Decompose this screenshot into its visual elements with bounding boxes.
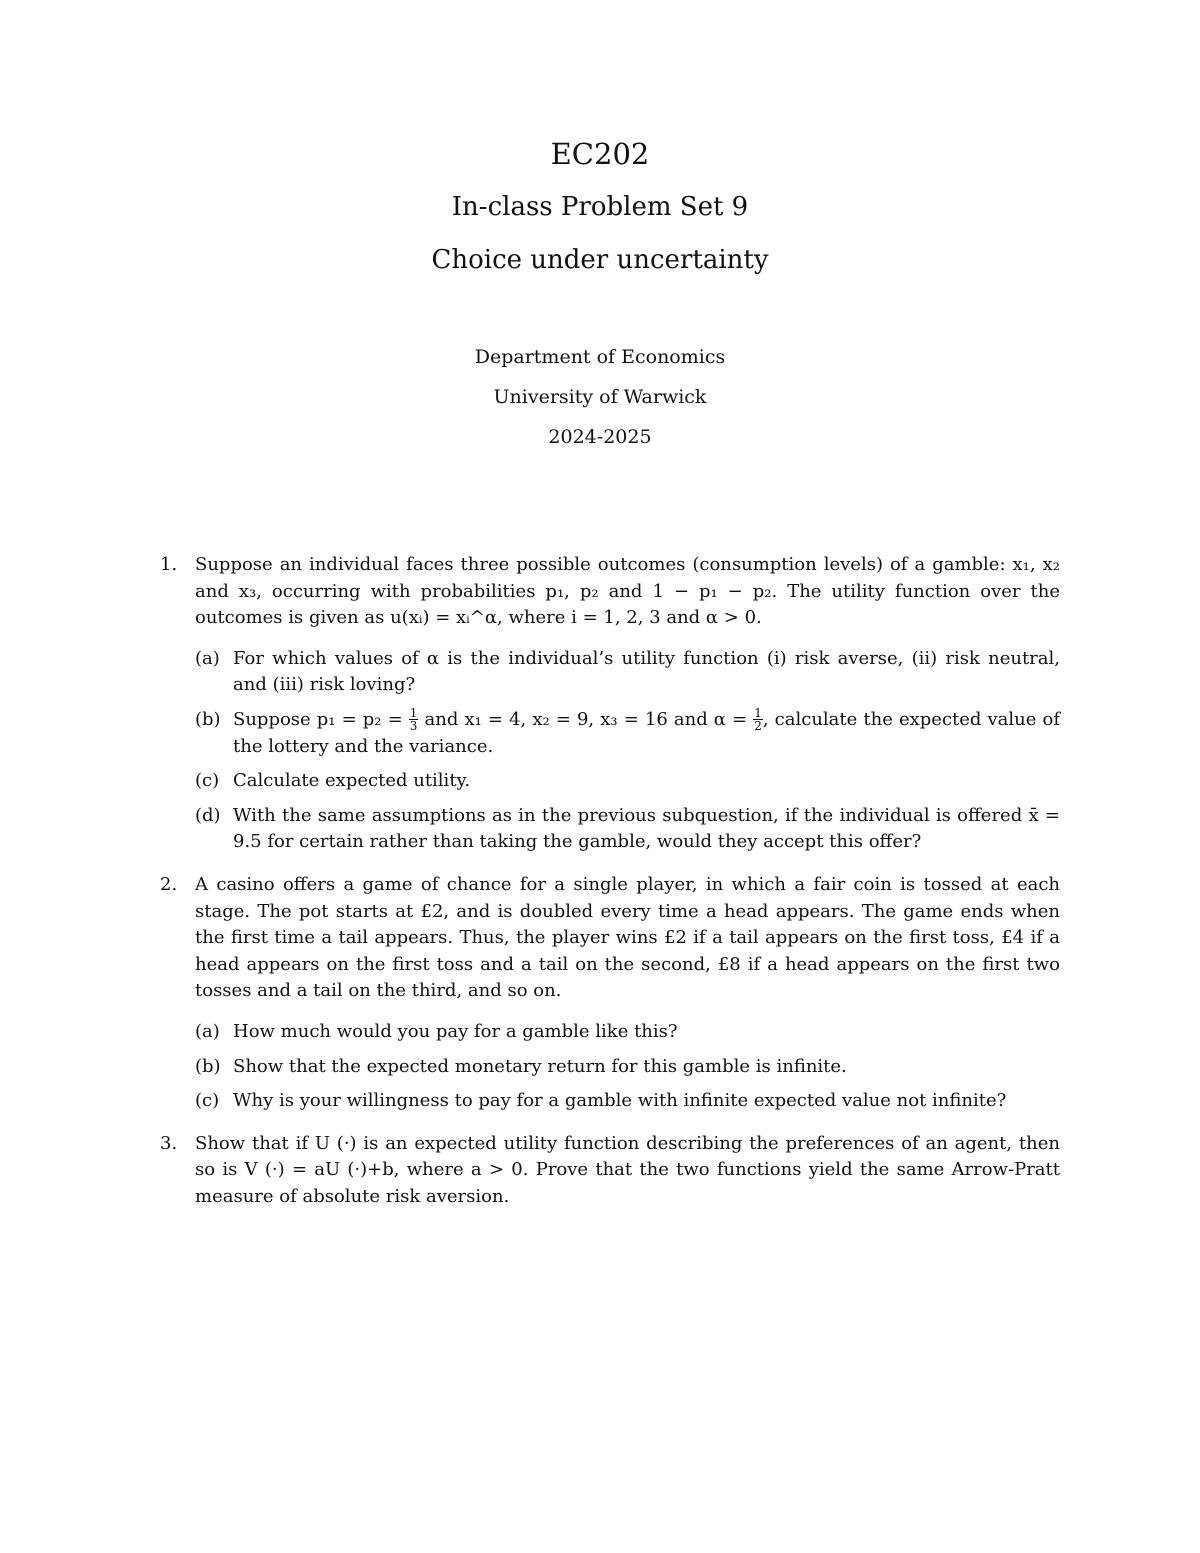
fraction-numerator: 1 [409,706,418,721]
fraction-one-half [753,707,763,732]
subpart-1c [195,768,1060,795]
subpart-list [195,1019,1060,1115]
department-name: Department of Economics [474,346,726,368]
subpart-label: (c) [195,770,220,792]
subpart-label: (b) [195,708,221,730]
subpart-text: For which values of α is the individual’s utility function (i) risk averse, (ii) risk neutral, and (iii) risk loving? [233,647,1060,696]
subpart-label: (c) [195,1090,220,1112]
problem-number: 1. [160,554,178,575]
subpart-text: Calculate expected utility. [233,770,471,792]
fraction-denominator: 3 [409,719,418,734]
subpart-text: Why is your willingness to pay for a gamble with infinite expected value not infinite? [233,1090,1007,1112]
subpart-1a [195,646,1060,699]
academic-year: 2024-2025 [548,426,652,448]
subpart-label: (b) [195,1055,221,1077]
problem-text: Suppose an individual faces three possible outcomes (consumption levels) of a gamble: x₁, x₂ and x₃, occurring with probabilities p₁, p₂ and 1 − p₁ − p₂. The utility function over the outcomes is given as u(xᵢ) = xᵢ^α, where i = 1, 2, 3 and α > 0. [195,554,1060,629]
subpart-2a [195,1019,1060,1046]
course-code: EC202 [550,137,650,171]
subpart-text: With the same assumptions as in the previous subquestion, if the individual is offered x̄ = 9.5 for certain rather than taking the gamble, would they accept this offer? [233,804,1060,853]
problem-list [160,552,1060,1210]
problem-text: Show that if U (·) is an expected utility function describing the preferences of an agent, then so is V (·) = aU (·)+b, where a > 0. Prove that the two functions yield the same Arrow-Pratt measure of absolute risk aversion. [195,1132,1060,1207]
subpart-label: (a) [195,647,220,669]
subpart-text-after: , calculate the expected value of the lottery and the variance. [233,708,1061,757]
subpart-list [195,646,1060,856]
subpart-2c [195,1088,1060,1115]
subpart-text-before: Suppose p₁ = p₂ = [233,708,409,730]
problem-number: 2. [160,873,178,895]
fraction-one-third [409,707,419,732]
subpart-label: (a) [195,1020,220,1042]
problem-text: A casino offers a game of chance for a single player, in which a fair coin is tossed at each stage. The pot starts at £2, and is doubled every time a head appears. The game ends when the first time a tail appears. Thus, the player wins £2 if a tail appears on the first toss, £4 if a head appears on the first toss and a tail on the second, £8 if a head appears on the first two tosses and a tail on the third, and so on. [195,873,1060,1002]
problem-1 [160,552,1060,856]
fraction-numerator: 1 [754,706,762,721]
problem-2 [160,872,1060,1115]
problem-set-title: In-class Problem Set 9 [451,192,749,222]
subpart-text-middle: and x₁ = 4, x₂ = 9, x₃ = 16 and α = [418,708,754,730]
document-subtitle: Choice under uncertainty [431,245,769,275]
subpart-1d [195,803,1060,856]
problem-3 [160,1131,1060,1211]
subpart-text: How much would you pay for a gamble like this? [233,1020,678,1042]
subpart-2b [195,1054,1060,1081]
subpart-1b [195,707,1060,760]
fraction-denominator: 2 [754,719,762,734]
problem-number: 3. [160,1132,178,1154]
university-name: University of Warwick [493,386,707,408]
subpart-text: Show that the expected monetary return for this gamble is infinite. [233,1055,847,1077]
subpart-label: (d) [195,804,221,826]
